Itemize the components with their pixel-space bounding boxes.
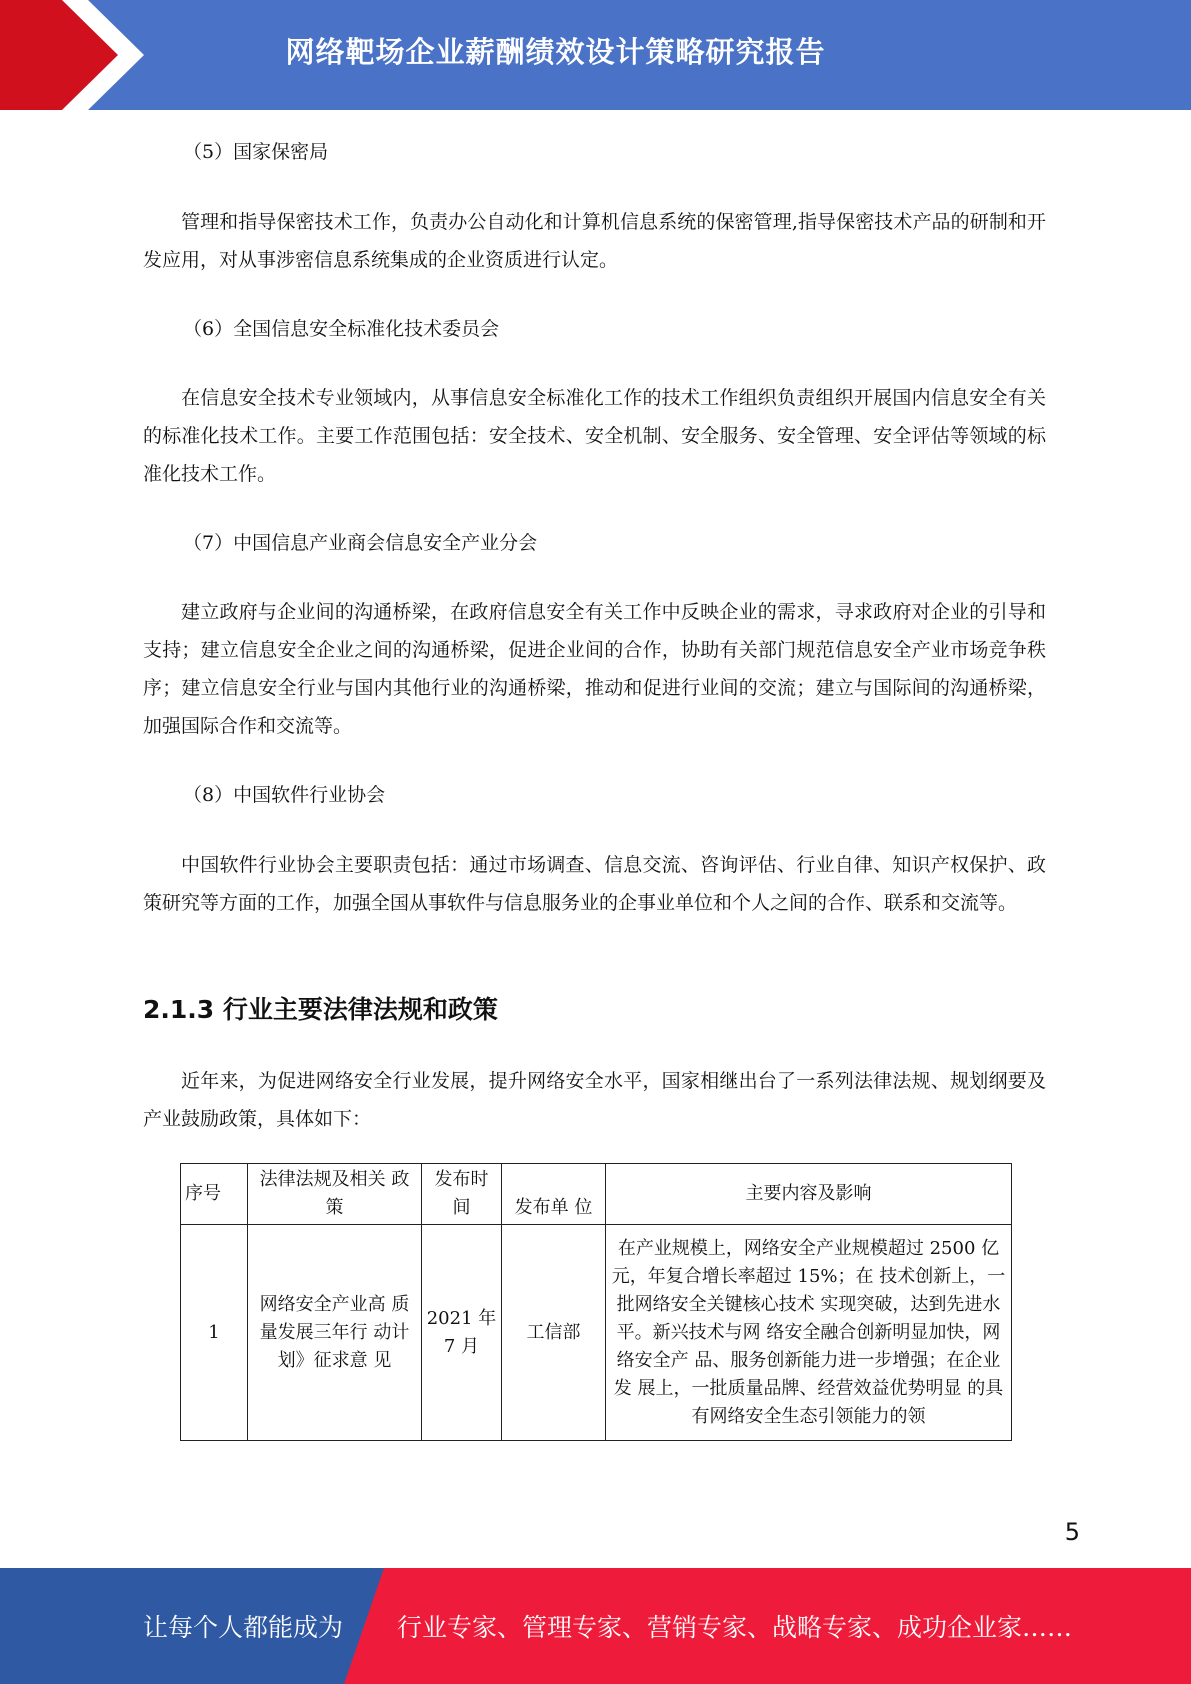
row-no: 1 bbox=[181, 1225, 248, 1441]
table-header-row bbox=[181, 1164, 1012, 1225]
item-6-title: （6）全国信息安全标准化技术委员会 bbox=[183, 318, 500, 340]
row-date: 2021 年 7 月 bbox=[422, 1225, 502, 1441]
page-header bbox=[0, 0, 1191, 110]
row-name: 网络安全产业高 质量发展三年行 动计划》征求意 见 bbox=[248, 1225, 422, 1441]
item-7-title: （7）中国信息产业商会信息安全产业分会 bbox=[183, 532, 538, 554]
header-no: 序号 bbox=[181, 1164, 248, 1225]
section-intro: 近年来，为促进网络安全行业发展，提升网络安全水平，国家相继出台了一系列法律法规、规划纲要及产业鼓励政策，具体如下： bbox=[143, 1070, 1046, 1130]
footer-slogan-right: 行业专家、管理专家、营销专家、战略专家、成功企业家…… bbox=[397, 1613, 1073, 1642]
item-7-text: 建立政府与企业间的沟通桥梁，在政府信息安全有关工作中反映企业的需求，寻求政府对企业的引导和支持；建立信息安全企业之间的沟通桥梁，促进企业间的合作，协助有关部门规范信息安全产业市场竞争秩序；建立信息安全行业与国内其他行业的沟通桥梁，推动和促进行业间的交流；建立与国际间的沟通桥梁，加强国际合作和交流等。 bbox=[143, 601, 1046, 737]
row-org: 工信部 bbox=[502, 1225, 606, 1441]
item-8-text: 中国软件行业协会主要职责包括：通过市场调查、信息交流、咨询评估、行业自律、知识产权保护、政策研究等方面的工作，加强全国从事软件与信息服务业的企事业单位和个人之间的合作、联系和交流等。 bbox=[143, 854, 1046, 914]
page-number: 5 bbox=[1064, 1518, 1080, 1546]
section-heading: 2.1.3 行业主要法律法规和政策 bbox=[143, 995, 498, 1024]
item-8-title: （8）中国软件行业协会 bbox=[183, 784, 386, 806]
header-arrow-decoration bbox=[0, 0, 160, 110]
header-content: 主要内容及影响 bbox=[606, 1164, 1012, 1225]
row-content: 在产业规模上，网络安全产业规模超过 2500 亿元，年复合增长率超过 15%；在 技术创新上，一批网络安全关键核心技术 实现突破，达到先进水平。新兴技术与网 络安全融合创新明显加快，网络安全产 品、服务创新能力进一步增强；在企业发 展上，一批质量品牌、经营效益优势明显 的具有网络安全生态引领能力的领 bbox=[606, 1225, 1012, 1441]
page-footer bbox=[0, 1568, 1191, 1684]
laws-table bbox=[180, 1163, 1012, 1441]
header-date: 发布时间 bbox=[422, 1164, 502, 1225]
item-5-title: （5）国家保密局 bbox=[183, 141, 329, 163]
footer-slogan-left: 让每个人都能成为 bbox=[143, 1613, 344, 1642]
header-org: 发布单 位 bbox=[502, 1164, 606, 1225]
table-row bbox=[181, 1225, 1012, 1441]
report-title: 网络靶场企业薪酬绩效设计策略研究报告 bbox=[285, 34, 826, 69]
item-5-text: 管理和指导保密技术工作，负责办公自动化和计算机信息系统的保密管理,指导保密技术产品的研制和开发应用，对从事涉密信息系统集成的企业资质进行认定。 bbox=[143, 211, 1046, 271]
header-name: 法律法规及相关 政策 bbox=[248, 1164, 422, 1225]
item-6-text: 在信息安全技术专业领域内，从事信息安全标准化工作的技术工作组织负责组织开展国内信息安全有关的标准化技术工作。主要工作范围包括：安全技术、安全机制、安全服务、安全管理、安全评估等领域的标准化技术工作。 bbox=[143, 387, 1046, 485]
